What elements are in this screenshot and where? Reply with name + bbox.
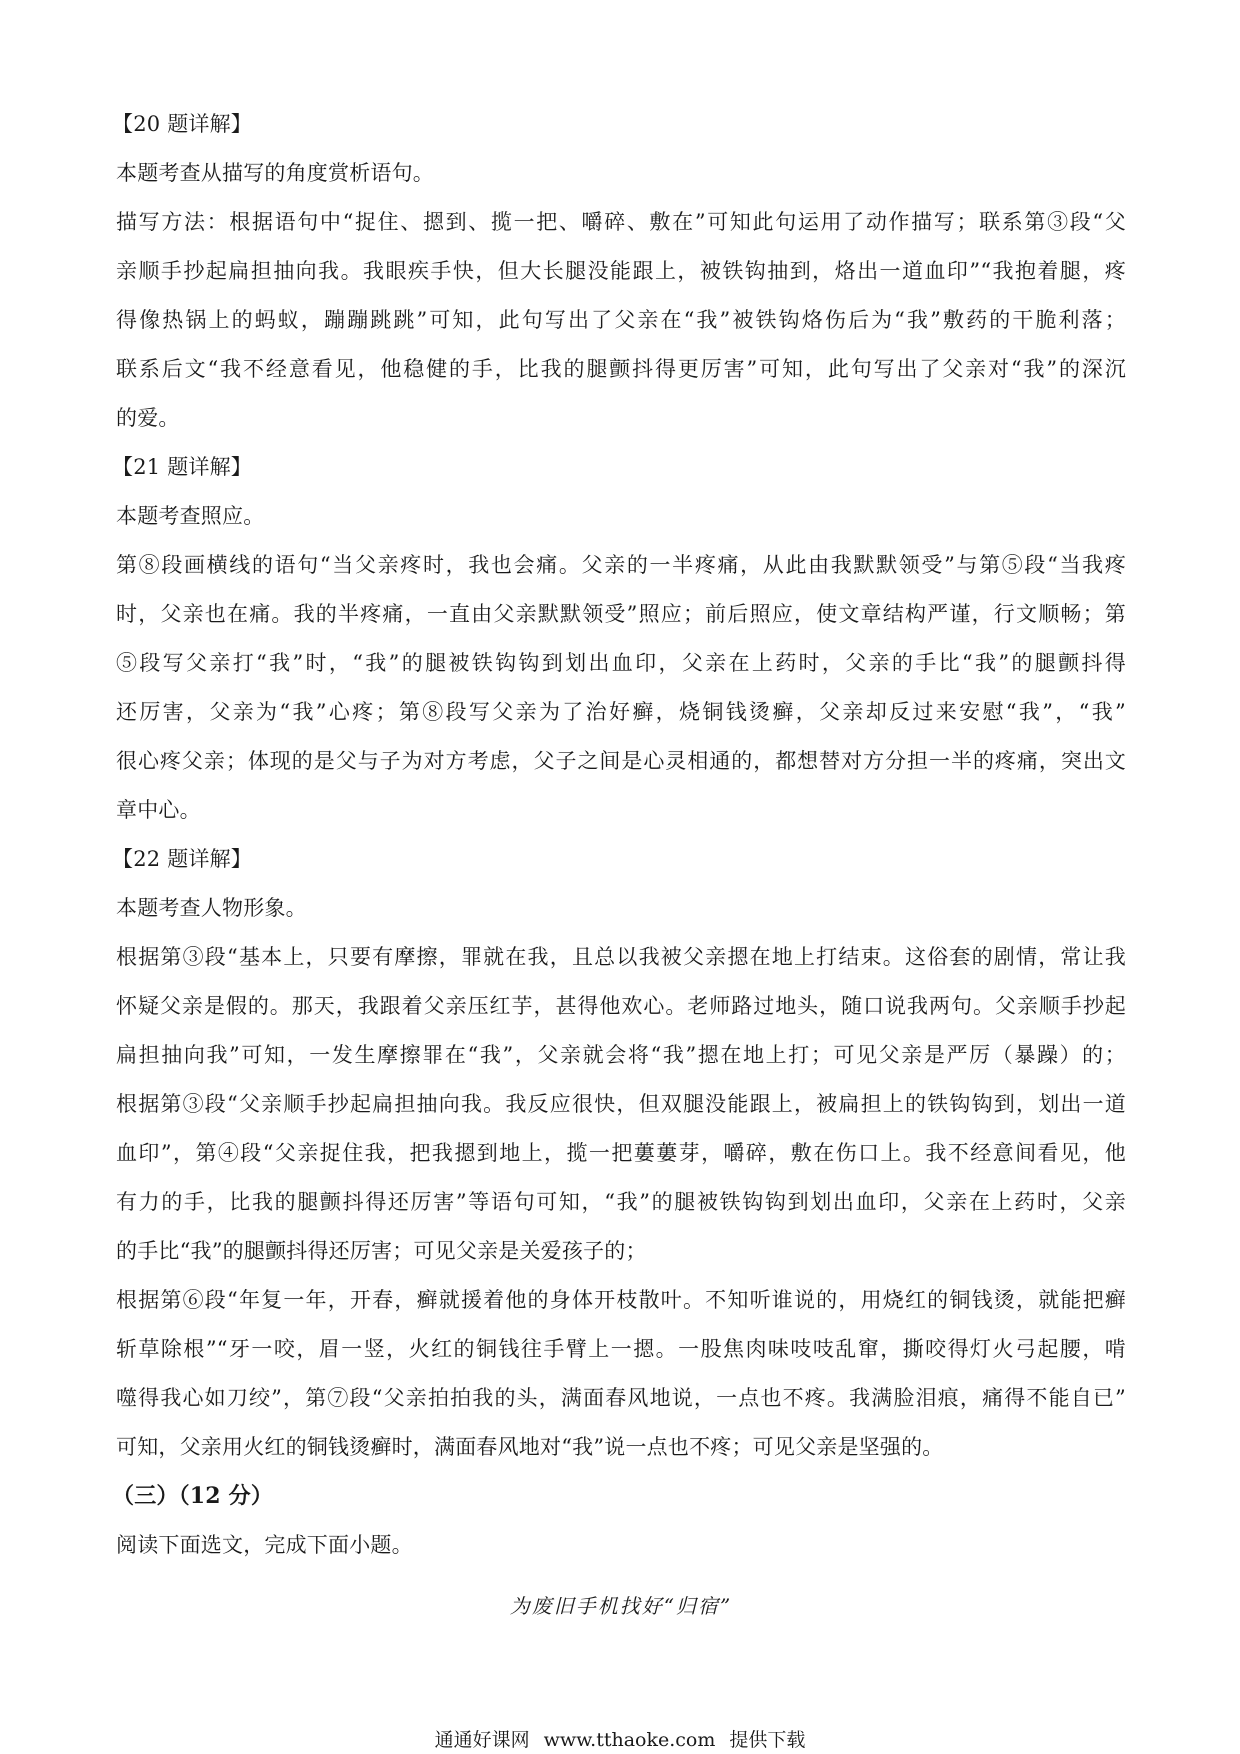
- paragraph-line: 有力的手，比我的腿颤抖得还厉害”等语句可知，“我”的腿被铁钩钩到划出血印，父亲在上药时，父亲: [116, 1190, 1126, 1214]
- footer-suffix: 提供下载: [729, 1729, 806, 1751]
- paragraph-line: 得像热锅上的蚂蚁，蹦蹦跳跳”可知，此句写出了父亲在“我”被铁钩烙伤后为“我”敷药的干脆利落；: [116, 308, 1126, 332]
- part-three-label: （三）（12 分）: [112, 1483, 274, 1509]
- paragraph-line: 本题考查从描写的角度赏析语句。: [116, 161, 434, 185]
- document-page: [112, 100, 1126, 1631]
- paragraph-line: 扁担抽向我”可知，一发生摩擦罪在“我”，父亲就会将“我”摁在地上打；可见父亲是严厉（暴躁）的；: [116, 1043, 1126, 1067]
- document-body: [112, 100, 1126, 1472]
- paragraph-line: 联系后文“我不经意看见，他稳健的手，比我的腿颤抖得更厉害”可知，此句写出了父亲对“我”的深沉: [116, 357, 1126, 381]
- paragraph-line: 斩草除根”“牙一咬，眉一竖，火红的铜钱往手臂上一摁。一股焦肉味吱吱乱窜，撕咬得灯火弓起腰，啃: [116, 1337, 1126, 1361]
- paragraph-line: 根据第③段“父亲顺手抄起扁担抽向我。我反应很快，但双腿没能跟上，被扁担上的铁钩钩到，划出一道: [116, 1092, 1126, 1116]
- part-three-instruction: 阅读下面选文，完成下面小题。: [116, 1533, 413, 1557]
- paragraph-line: 噬得我心如刀绞”，第⑦段“父亲拍拍我的头，满面春风地说，一点也不疼。我满脸泪痕，痛得不能自已”: [116, 1386, 1126, 1410]
- paragraph-line: 可知，父亲用火红的铜钱烫癣时，满面春风地对“我”说一点也不疼；可见父亲是坚强的。: [116, 1435, 944, 1459]
- page-footer: [0, 1725, 1240, 1752]
- paragraph-line: 时，父亲也在痛。我的半疼痛，一直由父亲默默领受”照应；前后照应，使文章结构严谨，行文顺畅；第: [116, 602, 1126, 626]
- paragraph-line: 章中心。: [116, 798, 201, 822]
- paragraph-line: 描写方法：根据语句中“捉住、摁到、揽一把、嚼碎、敷在”可知此句运用了动作描写；联系第③段“父: [116, 210, 1126, 234]
- paragraph-line: 血印”，第④段“父亲捉住我，把我摁到地上，揽一把蔞蔞芽，嚼碎，敷在伤口上。我不经意间看见，他: [116, 1141, 1126, 1165]
- paragraph-line: 根据第③段“基本上，只要有摩擦，罪就在我，且总以我被父亲摁在地上打结束。这俗套的剧情，常让我: [116, 945, 1126, 969]
- paragraph-line: 的爱。: [116, 406, 180, 430]
- paragraph-line: 的手比“我”的腿颤抖得还厉害；可见父亲是关爱孩子的；: [116, 1239, 647, 1263]
- paragraph-line: 很心疼父亲；体现的是父与子为对方考虑，父子之间是心灵相通的，都想替对方分担一半的疼痛，突出文: [116, 749, 1126, 773]
- paragraph-line: 亲顺手抄起扁担抽向我。我眼疾手快，但大长腿没能跟上，被铁钩抽到，烙出一道血印”“我抱着腿，疼: [116, 259, 1126, 283]
- article-title: 为废旧手机找好“归宿”: [509, 1594, 733, 1618]
- section-heading: 【22 题详解】: [112, 847, 252, 871]
- paragraph-line: 怀疑父亲是假的。那天，我跟着父亲压红芋，甚得他欢心。老师路过地头，随口说我两句。父亲顺手抄起: [116, 994, 1126, 1018]
- paragraph-line: 根据第⑥段“年复一年，开春，癣就援着他的身体开枝散叶。不知听谁说的，用烧红的铜钱烫，就能把癣: [116, 1288, 1126, 1312]
- footer-url[interactable]: www.tthaoke.com: [543, 1729, 716, 1751]
- paragraph-line: 第⑧段画横线的语句“当父亲疼时，我也会痛。父亲的一半疼痛，从此由我默默领受”与第⑤段“当我疼: [116, 553, 1126, 577]
- paragraph-line: 本题考查人物形象。: [116, 896, 307, 920]
- paragraph-line: 本题考查照应。: [116, 504, 265, 528]
- paragraph-line: ⑤段写父亲打“我”时，“我”的腿被铁钩钩到划出血印，父亲在上药时，父亲的手比“我”的腿颤抖得: [116, 651, 1126, 675]
- section-heading: 【21 题详解】: [112, 455, 252, 479]
- footer-site-name: 通通好课网: [434, 1729, 530, 1751]
- section-heading: 【20 题详解】: [112, 112, 252, 136]
- paragraph-line: 还厉害，父亲为“我”心疼；第⑧段写父亲为了治好癣，烧铜钱烫癣，父亲却反过来安慰“我”，“我”: [116, 700, 1126, 724]
